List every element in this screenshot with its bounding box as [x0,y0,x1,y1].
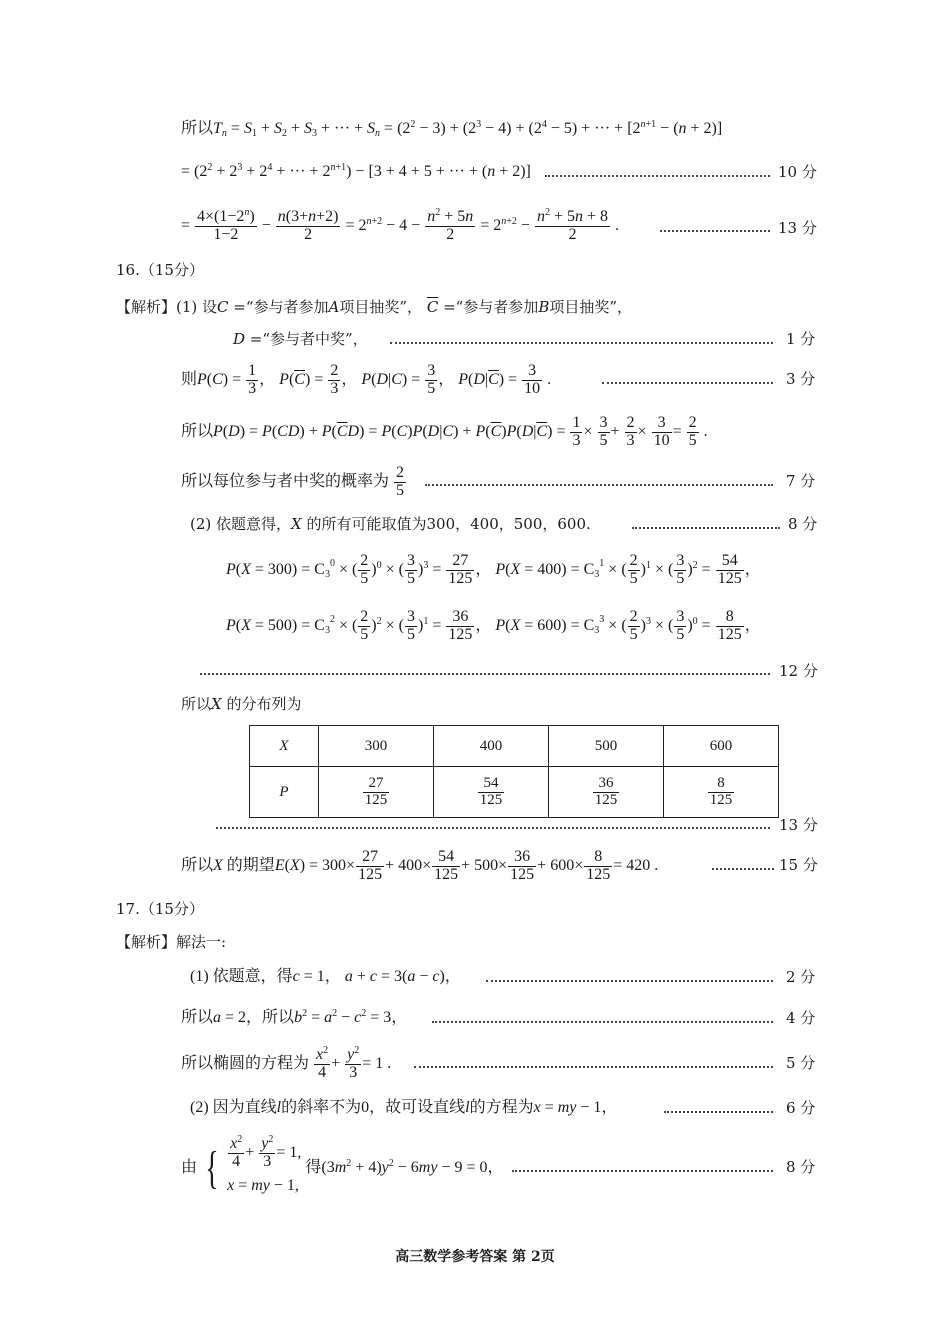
leader-dots [632,527,780,529]
leader-dots [425,484,773,486]
score-label: 4 分 [786,1009,816,1027]
table-cell-header: 500 [549,726,664,767]
zh-suoyi: 所以 [181,120,214,137]
score-label: 3 分 [786,370,816,388]
score-label: 1 分 [786,330,816,348]
line-16-dist-title: 所以X 的分布列为 [181,695,302,713]
leader-dots [545,175,770,177]
leader-dots [660,230,770,232]
line-17-ab: 所以a = 2，所以$b^2 = a^2 - c^2 = 3$， [181,1008,408,1026]
table-cell-prob: $\frac{54}{125}$ [434,767,549,818]
line-17-system: 由 { $\frac{x^2}{4}$ + $\frac{y^2}{3}$ = 1, x = my − 1, 得$(3m^2 + 4)y^2 - 6my - 9 = 0$， [181,1134,504,1194]
score-label: 7 分 [786,472,816,490]
leader-dots [512,1170,773,1172]
score-label: 15 分 [779,856,818,874]
table-row [250,726,779,767]
table-cell-header: 600 [664,726,779,767]
table-cell-prob: $\frac{27}{125}$ [319,767,434,818]
line-16-define-d: D =“参与者中奖”， [233,330,368,348]
table-cell-prob: $\frac{36}{125}$ [549,767,664,818]
score-label: 10 分 [778,163,817,181]
line-17-part2: (2) 因为直线l的斜率不为0，故可设直线l的方程为x = my − 1， [190,1099,618,1116]
line-16-prob-result: 所以每位参与者中奖的概率为 $\frac{2}{5}$ [181,464,405,499]
score-label: 8 分 [786,1158,816,1176]
leader-dots [664,1111,773,1113]
line-17-ellipse: 所以椭圆的方程为 $\frac{x^2}{4}$ + $\frac{y^2}{3}$ = 1 . [181,1045,392,1081]
table-row [250,767,779,818]
line-16-expectation: 所以X 的期望E(X) = 300× $\frac{27}{125}$ + 400× $\frac{54}{125}$ + 500× $\frac{36}{125}$ + 600× $\frac{8}{125}$ = 420 . [181,848,659,883]
line-16-define: 【解析】(1) 设C =“参与者参加A项目抽奖”， $\overline{C}$ =“参与者参加B项目抽奖”， [116,298,633,316]
line-tn-sum: 所以$T_n = S_1 + S_2 + S_3$ + ··· + $S_n = (2^2 - 3) + (2^3 - 4) + (2^4 - 5)$ + ··· + $[2^{n+1} - (n + 2)]$ [181,119,723,139]
line-16-px-500-600: $P(X = 500) = C_3^2$ × ( $\frac{2}{5}$ )$^2$ × ( $\frac{3}{5}$ )$^1$ = $\frac{36}{125}$ ， $P(X = 600) = C_3^3$ × ( $\frac{2}{5}$ )$^3$ × ( $\frac{3}{5}$ )$^0$ = $\frac{8}{125}$ ， [226,608,761,643]
line-16-probs: 则P(C) = $\frac{1}{3}$ ， $P(\overline{C})$ = $\frac{2}{3}$ ， P(D|C) = $\frac{3}{5}$ ， $P(D|\overline{C})$ = $\frac{3}{10}$ . [181,362,552,397]
line-result: = $\frac{4\times(1-2^n)}{1-2}$ − $\frac{n(3+n+2)}{2}$ = $2^{n+2} - 4$ − $\frac{n^2 + 5n}{2}$ = $2^{n+2}$ − $\frac{n^2 + 5n + 8}{2}$ . [181,207,619,243]
fraction: $\frac{n(3+n+2)}{2}$ [277,208,339,243]
fraction: $\frac{4\times(1-2^n)}{1-2}$ [197,207,255,243]
score-label: 8 分 [788,515,818,533]
score-label: 12 分 [779,662,818,680]
page-footer: 高三数学参考答案 第 2页 [395,1249,555,1265]
table-cell-header: 400 [434,726,549,767]
leader-dots [200,673,770,675]
question-number: 16.（15分） [116,261,204,279]
line-split-sum: = ($2^2 + 2^3 + 2^4$ + ··· + $2^{n+1}) - [3 + 4 + 5$ + ··· + (n + 2)] [181,162,531,180]
leader-dots [712,868,774,870]
leader-dots [486,980,773,982]
leader-dots [216,827,770,829]
line-16-px-300-400: $P(X = 300) = C_3^0$ × ( $\frac{2}{5}$ )$^0$ × ( $\frac{3}{5}$ )$^3$ = $\frac{27}{125}$ ， $P(X = 400) = C_3^1$ × ( $\frac{2}{5}$ )$^1$ × ( $\frac{3}{5}$ )$^2$ = $\frac{54}{125}$ ， [226,552,761,587]
fraction: $\frac{n^2 + 5n}{2}$ [427,207,474,243]
line-16-part2: (2) 依题意得，X 的所有可能取值为300，400，500，600. [190,515,591,533]
leader-dots [432,1021,773,1023]
score-label: 2 分 [786,968,816,986]
distribution-table [249,725,779,818]
fraction: $\frac{n^2 + 5n + 8}{2}$ [536,207,608,243]
table-cell-header: 300 [319,726,434,767]
table-cell-header: X [250,726,319,767]
score-label: 13 分 [779,816,818,834]
leader-dots [602,382,773,384]
leader-dots [414,1066,773,1068]
leader-dots [390,342,773,344]
line-16-total-prob: 所以$P(D) = P(CD) + P(\overline{C}D) = P(C)P(D|C) + P(\overline{C})P(D|\overline{C})$ = $\frac{1}{3}$ × $\frac{3}{5}$ + $\frac{2}{3}$ × $\frac{3}{10}$ = $\frac{2}{5}$ . [181,414,708,449]
table-cell-prob: $\frac{8}{125}$ [664,767,779,818]
score-label: 13 分 [778,219,817,237]
score-label: 5 分 [786,1054,816,1072]
line-17-header: 【解析】解法一: [116,933,227,951]
question-number: 17.（15分） [116,900,204,918]
table-cell-label: P [250,767,319,818]
score-label: 6 分 [786,1099,816,1117]
line-17-part1: (1) 依题意，得c = 1， a + c = 3(a − c)， [190,968,461,985]
